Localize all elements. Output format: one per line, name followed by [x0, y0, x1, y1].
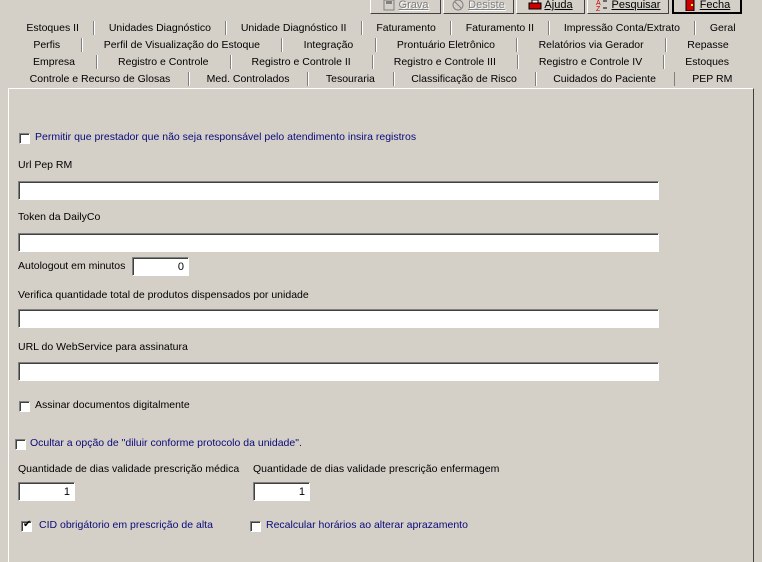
verifica-label: Verifica quantidade total de produtos dispensados por unidade [18, 289, 309, 301]
cid-checkbox[interactable] [21, 521, 32, 532]
verifica-input[interactable] [18, 309, 659, 328]
url-pep-label: Url Pep RM [18, 159, 73, 171]
tab-perfis[interactable]: Perfis [12, 38, 82, 52]
svg-text:A: A [595, 0, 601, 7]
tab-row-2 [12, 38, 750, 52]
recalcular-checkbox[interactable] [250, 521, 261, 532]
assinar-label: Assinar documentos digitalmente [35, 399, 190, 411]
tab-repasse[interactable]: Repasse [687, 39, 729, 51]
tab-row-3 [12, 55, 750, 69]
tab-controle-recurso-glosas[interactable]: Controle e Recurso de Glosas [12, 72, 189, 86]
tab-estoques[interactable]: Estoques [685, 56, 730, 68]
tab-faturamento-ii[interactable]: Faturamento II [451, 21, 549, 35]
tab-impressao-conta-extrato[interactable]: Impressão Conta/Extrato [549, 21, 695, 35]
toolbar [0, 0, 762, 17]
tab-registro-controle-iii[interactable]: Registro e Controle III [373, 55, 518, 69]
tab-prontuario-eletronico[interactable]: Prontuário Eletrônico [376, 38, 518, 52]
ajuda-label: Ajuda [544, 0, 573, 11]
tab-cuidados-paciente[interactable]: Cuidados do Paciente [536, 72, 675, 86]
ocultar-checkbox[interactable] [15, 439, 26, 450]
tab-registro-controle-iv[interactable]: Registro e Controle IV [518, 55, 664, 69]
assinar-checkbox[interactable] [19, 401, 30, 412]
search-icon [596, 0, 608, 11]
desiste-label: Desiste [468, 0, 505, 11]
cid-label: CID obrigátorio em prescrição de alta [39, 519, 213, 531]
tab-classificacao-risco[interactable]: Classificação de Risco [394, 72, 536, 86]
pesquisar-button[interactable] [587, 0, 669, 14]
qtd-medica-input[interactable] [18, 482, 75, 501]
token-input[interactable] [18, 233, 659, 252]
tab-row-4 [12, 72, 750, 86]
tab-tesouraria[interactable]: Tesouraria [308, 72, 393, 86]
close-door-icon [684, 0, 696, 11]
url-ws-input[interactable] [18, 362, 659, 381]
tab-faturamento[interactable]: Faturamento [362, 21, 451, 35]
autologout-label: Autologout em minutos [18, 260, 126, 272]
svg-text:Z: Z [595, 6, 600, 11]
tab-registro-controle-ii[interactable]: Registro e Controle II [231, 55, 373, 69]
tab-med-controlados[interactable]: Med. Controlados [189, 72, 308, 86]
qtd-medica-label: Quantidade de dias validade prescrição médica [18, 463, 240, 475]
permitir-prestador-checkbox[interactable] [19, 133, 30, 144]
fecha-label: Fecha [699, 0, 731, 11]
qtd-enf-input[interactable] [253, 482, 310, 501]
url-pep-input[interactable] [18, 181, 659, 200]
pep-rm-panel [8, 88, 754, 562]
tab-row-1 [12, 21, 750, 35]
cancel-icon [452, 0, 464, 11]
ajuda-button[interactable] [516, 0, 585, 14]
tab-unidade-diagnostico-ii[interactable]: Unidade Diagnóstico II [226, 21, 362, 35]
pesquisar-label: Pesquisar [611, 0, 661, 11]
tab-relatorios-via-gerador[interactable]: Relatórios via Gerador [517, 38, 666, 52]
tab-estoques-ii[interactable]: Estoques II [12, 21, 94, 35]
recalcular-label: Recalcular horários ao alterar aprazamento [266, 519, 468, 531]
desiste-button[interactable] [443, 0, 514, 14]
tab-integracao[interactable]: Integração [282, 38, 375, 52]
tab-perfil-visualizacao-estoque[interactable]: Perfil de Visualização do Estoque [82, 38, 282, 52]
help-icon [528, 0, 540, 11]
tab-unidades-diagnostico[interactable]: Unidades Diagnóstico [94, 21, 226, 35]
fecha-button[interactable] [672, 0, 742, 14]
tab-registro-controle[interactable]: Registro e Controle [97, 55, 230, 69]
checkmark-icon: ✔ [23, 519, 32, 530]
tab-geral[interactable]: Geral [709, 22, 736, 34]
grava-label: Grava [398, 0, 429, 11]
token-label: Token da DailyCo [18, 211, 101, 223]
url-ws-label: URL do WebService para assinatura [18, 341, 188, 353]
tab-pep-rm[interactable]: PEP RM [675, 72, 750, 86]
qtd-enf-label: Quantidade de dias validade prescrição enfermagem [253, 463, 500, 475]
tab-empresa[interactable]: Empresa [12, 55, 97, 69]
autologout-input[interactable] [132, 257, 189, 276]
permitir-prestador-label: Permitir que prestador que não seja responsável pelo atendimento insira registros [35, 131, 417, 143]
ocultar-label: Ocultar a opção de "diluir conforme protocolo da unidade". [30, 437, 302, 449]
grava-button[interactable] [370, 0, 441, 14]
save-icon [383, 0, 395, 11]
